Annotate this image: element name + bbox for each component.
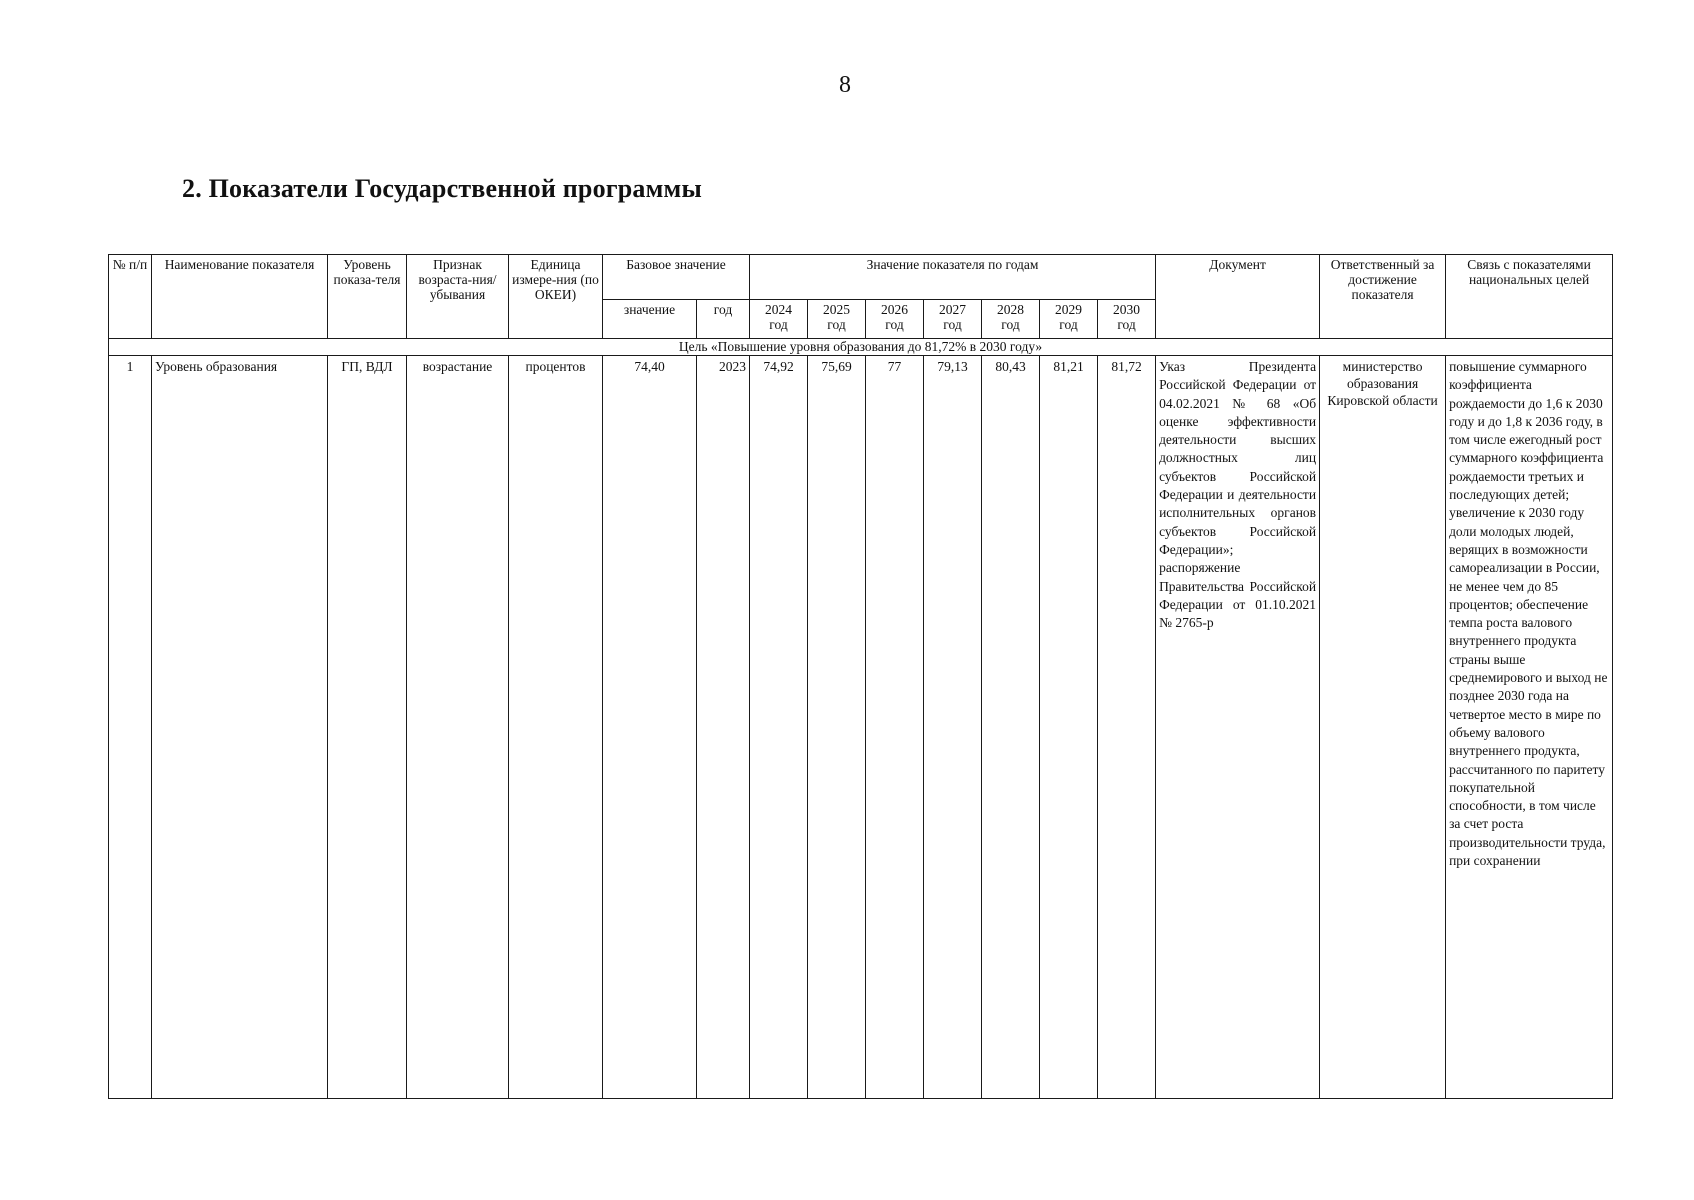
header-years-group: Значение показателя по годам [750,255,1156,300]
row-name: Уровень образования [152,356,328,1099]
header-sign: Признак возраста-ния/ убывания [407,255,509,339]
header-year-2027: 2027 год [924,300,982,339]
row-value-2025: 75,69 [808,356,866,1099]
row-value-2029: 81,21 [1040,356,1098,1099]
header-year-2024: 2024 год [750,300,808,339]
header-level: Уровень показа-теля [328,255,407,339]
header-base-group: Базовое значение [603,255,750,300]
row-value-2028: 80,43 [982,356,1040,1099]
row-national-goals-link: повышение суммарного коэффициента рождаемости до 1,6 к 2030 году и до 1,8 к 2036 году, в том числе ежегодный рост суммарного коэффициента рождаемости третьих и последующих детей; увеличение к 2030 году доли молодых людей, верящих в возможности самореализации в России, не менее чем до 85 процентов; обеспечение темпа роста валового внутреннего продукта страны выше среднемирового и выход не позднее 2030 года на четвертое место в мире по объему валового внутреннего продукта, рассчитанного по паритету покупательной способности, в том числе за счет роста производительности труда, при сохранении [1446,356,1613,1099]
header-year-2030: 2030 год [1098,300,1156,339]
header-year-2029: 2029 год [1040,300,1098,339]
row-value-2027: 79,13 [924,356,982,1099]
header-base-year: год [697,300,750,339]
row-sign: возрастание [407,356,509,1099]
row-value-2030: 81,72 [1098,356,1156,1099]
row-base-year: 2023 [697,356,750,1099]
row-responsible: министерство образования Кировской области [1320,356,1446,1099]
row-level: ГП, ВДЛ [328,356,407,1099]
table-row [109,356,1613,1099]
goal-row [109,339,1613,356]
header-responsible: Ответственный за достижение показателя [1320,255,1446,339]
header-year-2025: 2025 год [808,300,866,339]
header-document: Документ [1156,255,1320,339]
row-value-2026: 77 [866,356,924,1099]
page-number: 8 [839,72,851,98]
indicators-table [108,254,1613,1099]
row-document: Указ Президента Российской Федерации от 04.02.2021 № 68 «Об оценке эффективности деятельности высших должностных лиц субъектов Российской Федерации и деятельности исполнительных органов субъектов Российской Федерации»; распоряжение Правительства Российской Федерации от 01.10.2021 № 2765-р [1156,356,1320,1099]
header-num: № п/п [109,255,152,339]
row-base-value: 74,40 [603,356,697,1099]
header-base-value: значение [603,300,697,339]
goal-text: Цель «Повышение уровня образования до 81,72% в 2030 году» [109,339,1613,356]
header-year-2028: 2028 год [982,300,1040,339]
row-unit: процентов [509,356,603,1099]
row-num: 1 [109,356,152,1099]
header-row-1 [109,255,1613,300]
row-value-2024: 74,92 [750,356,808,1099]
header-name: Наименование показателя [152,255,328,339]
section-title: 2. Показатели Государственной программы [182,174,702,203]
header-year-2026: 2026 год [866,300,924,339]
header-link: Связь с показателями национальных целей [1446,255,1613,339]
header-unit: Единица измере-ния (по ОКЕИ) [509,255,603,339]
